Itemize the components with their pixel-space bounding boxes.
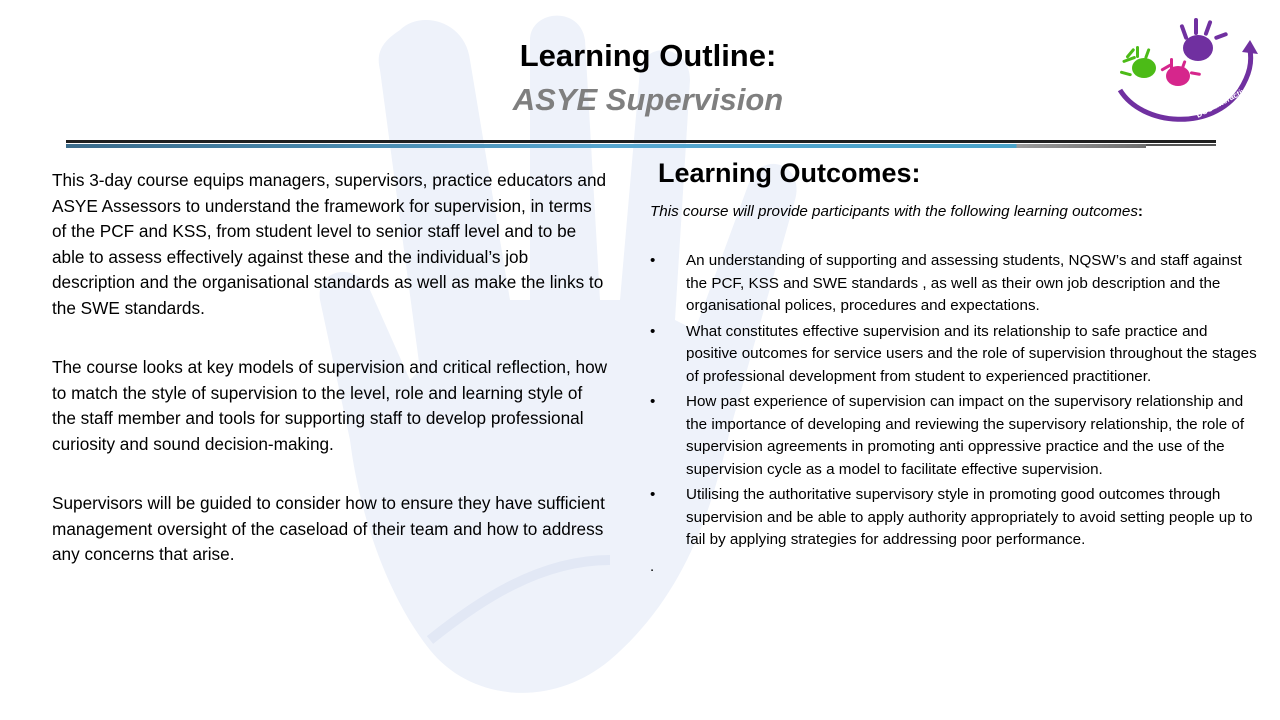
page-subtitle: ASYE Supervision [512,82,784,117]
list-item: • How past experience of supervision can impact on the supervisory relationship and the importance of developing and reviewing the supervisory relationship, the role of supervision agreements in promoting anti oppressive practice and the use of the supervision cycle as a model to facilitate effective supervision. [650,393,1245,478]
list-item: • An understanding of supporting and assessing students, NQSW’s and staff against the PCF, KSS and SWE standards , as well as their own job description and the organisational polices, procedures and expectations. [650,252,1242,314]
outcomes-heading: Learning Outcomes: [658,158,921,188]
list-item: • What constitutes effective supervision and its relationship to safe practice and positive outcomes for service users and the role of supervision throughout the stages of professional development from student to experienced practitioner. [650,322,1257,385]
bullet-icon: • [650,486,656,503]
description-paragraph: This 3-day course equips managers, supervisors, practice educators and ASYE Assessors to understand the framework for supervision, in terms of the PCF and KSS, from student level to senior staff level and to be able to assess effectively against these and the individual’s job description and the organisational standards as well as make the links to the SWE standards. [52,170,607,318]
list-item: • Utilising the authoritative supervisory style in promoting good outcomes through supervision and be able to apply authority appropriately to avoid setting people up to fail by applying strategies for addressing poor performance. [650,486,1253,548]
bullet-icon: • [650,322,656,340]
bullet-icon: • [650,393,656,410]
course-description [52,168,608,568]
outcomes-list [650,250,1260,552]
trailing-mark: . [650,557,655,575]
bullet-icon: • [650,252,656,269]
header-divider [66,140,1216,143]
dcc-interactive-logo-icon [1112,14,1260,130]
header-accent-tail [1146,144,1216,146]
header-accent-bar [66,144,1146,148]
description-paragraph: Supervisors will be guided to consider how to ensure they have sufficient management oversight of the caseload of their team and how to address any concerns that arise. [52,493,605,564]
learning-outcomes-section [650,158,1260,575]
description-paragraph: The course looks at key models of supervision and critical reflection, how to match the style of supervision to the level, role and learning style of the staff member and tools for supporting staff to develop professional curiosity and sound decision-making. [52,357,608,454]
page-title: Learning Outline: [519,38,777,73]
svg-text:DCC Interactive: DCC Interactive [1194,83,1252,120]
outcomes-intro: This course will provide participants with the following learning outcomes: [650,203,1143,220]
